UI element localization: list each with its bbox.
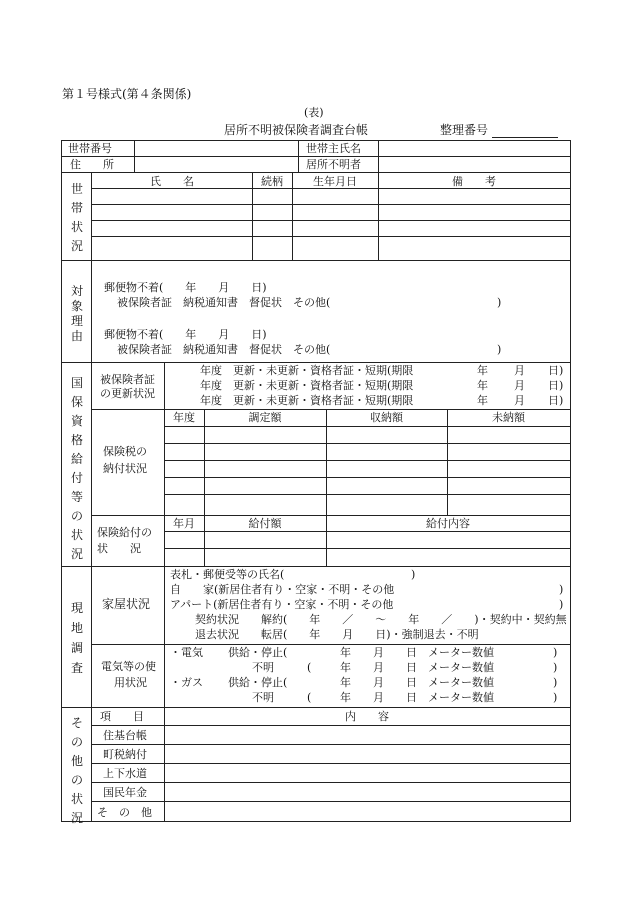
util-date-4: 年 月 日 メーター数値 xyxy=(340,691,494,704)
kyosho-fumeisha-label: 居所不明者 xyxy=(306,158,361,171)
kyufu-label2: 状 況 xyxy=(97,542,141,555)
nofu-label2: 納付状況 xyxy=(103,462,147,475)
koshin-label2: の更新状況 xyxy=(100,387,155,400)
genchi-side-label: 現地調査 xyxy=(70,601,83,675)
util-status-1: 供給・停止( xyxy=(228,646,288,659)
col-shimei: 氏 名 xyxy=(150,175,194,188)
sonota-item: 国民年金 xyxy=(103,786,147,799)
taisho-close-a: ) xyxy=(497,296,502,309)
nofu-col-shunogaku: 収納額 xyxy=(370,411,403,424)
koshin-hi-3: 日) xyxy=(548,394,564,407)
col-zokugara: 続柄 xyxy=(261,175,283,188)
setai-side-label: 世帯状況 xyxy=(70,182,83,253)
koshin-tsuki-3: 月 xyxy=(514,394,525,407)
taisho-line1a: 郵便物不着( 年 月 日) xyxy=(104,281,267,294)
jusho-label: 住 所 xyxy=(70,158,114,171)
kaoku-line1: 表札・郵便受等の氏名( xyxy=(170,568,285,581)
util-status-2: 不明 ( xyxy=(252,661,312,674)
util-close-3: ) xyxy=(553,676,558,689)
util-close-2: ) xyxy=(553,661,558,674)
kaoku-line4: 契約状況 解約( 年 ／ ～ 年 ／ )・契約中・契約無 xyxy=(195,613,567,626)
util-date-1: 年 月 日 メーター数値 xyxy=(340,646,494,659)
sonota-item: そ の 他 xyxy=(97,806,152,819)
seiri-label: 整理番号 xyxy=(440,123,489,137)
util-name-1: ・電気 xyxy=(170,646,203,659)
kyufu-label1: 保険給付の xyxy=(97,526,152,539)
denki-label1: 電気等の使 xyxy=(101,660,156,673)
setai-bango-label: 世帯番号 xyxy=(68,142,112,155)
sonota-side-label: その他の状況 xyxy=(70,716,83,825)
kyufu-col-nengetsu: 年月 xyxy=(173,517,195,530)
sonota-item: 住基台帳 xyxy=(103,729,147,742)
sonota-item: 上下水道 xyxy=(103,767,147,780)
jusho-field[interactable] xyxy=(136,157,296,171)
kaoku-line2: 自 家(新居住者有り・空家・不明・その他 xyxy=(170,583,395,596)
koshin-row-1: 年度 更新・未更新・資格者証・短期(期限 xyxy=(200,364,414,377)
sonota-item: 町税納付 xyxy=(103,748,147,761)
koshin-hi-2: 日) xyxy=(548,379,564,392)
form-label: 第１号様式(第４条関係) xyxy=(62,87,192,101)
col-biko: 備 考 xyxy=(452,175,496,188)
page-title: 居所不明被保険者調査台帳 xyxy=(224,123,369,137)
util-name-3: ・ガス xyxy=(170,676,203,689)
side-label: (表) xyxy=(304,106,324,119)
koshin-hi-1: 日) xyxy=(548,364,564,377)
kaoku-label: 家屋状況 xyxy=(102,597,151,611)
koshin-nen-3: 年 xyxy=(477,394,488,407)
kaoku-line3: アパート(新居住者有り・空家・不明・その他 xyxy=(170,598,394,611)
util-date-3: 年 月 日 メーター数値 xyxy=(340,676,494,689)
nofu-col-minogaku: 未納額 xyxy=(492,411,525,424)
koshin-row-3: 年度 更新・未更新・資格者証・短期(期限 xyxy=(200,394,414,407)
taisho-close-b: ) xyxy=(497,343,502,356)
setainushi-label: 世帯主氏名 xyxy=(306,142,361,155)
nofu-col-nendo: 年度 xyxy=(173,411,195,424)
util-status-3: 供給・停止( xyxy=(228,676,288,689)
kyufu-col-naiyo: 給付内容 xyxy=(426,517,470,530)
kyufu-col-kyufugaku: 給付額 xyxy=(248,517,282,530)
koshin-tsuki-2: 月 xyxy=(514,379,525,392)
taisho-line2b: 被保険者証 納税通知書 督促状 その他( xyxy=(117,343,331,356)
koshin-tsuki-1: 月 xyxy=(514,364,525,377)
taisho-line1b: 郵便物不着( 年 月 日) xyxy=(104,328,267,341)
koshin-label1: 被保険者証 xyxy=(100,373,155,386)
kaoku-line2-close: ) xyxy=(559,583,564,596)
sonota-col-item: 項 目 xyxy=(100,710,144,723)
kaoku-line1-close: ) xyxy=(411,568,416,581)
denki-label2: 用状況 xyxy=(114,676,147,689)
kaoku-line5: 退去状況 転居( 年 月 日)・強制退去・不明 xyxy=(195,628,479,641)
util-date-2: 年 月 日 メーター数値 xyxy=(340,661,494,674)
kokuho-side-label: 国保資格給付等の状況 xyxy=(70,376,83,561)
koshin-nen-2: 年 xyxy=(477,379,488,392)
koshin-nen-1: 年 xyxy=(477,364,488,377)
sonota-col-content: 内 容 xyxy=(345,710,389,723)
nofu-col-choteigaku: 調定額 xyxy=(248,411,282,424)
util-status-4: 不明 ( xyxy=(252,691,312,704)
kaoku-line3-close: ) xyxy=(559,598,564,611)
col-seinengappi: 生年月日 xyxy=(313,175,357,188)
kyosho-fumeisha-field[interactable] xyxy=(380,157,568,171)
taisho-side-label: 対象理由 xyxy=(70,284,83,343)
nofu-label1: 保険税の xyxy=(103,445,147,458)
koshin-row-2: 年度 更新・未更新・資格者証・短期(期限 xyxy=(200,379,414,392)
setainushi-field[interactable] xyxy=(380,141,568,155)
util-close-1: ) xyxy=(553,646,558,659)
util-close-4: ) xyxy=(553,691,558,704)
taisho-line2a: 被保険者証 納税通知書 督促状 その他( xyxy=(117,296,331,309)
setai-bango-field[interactable] xyxy=(136,141,296,155)
